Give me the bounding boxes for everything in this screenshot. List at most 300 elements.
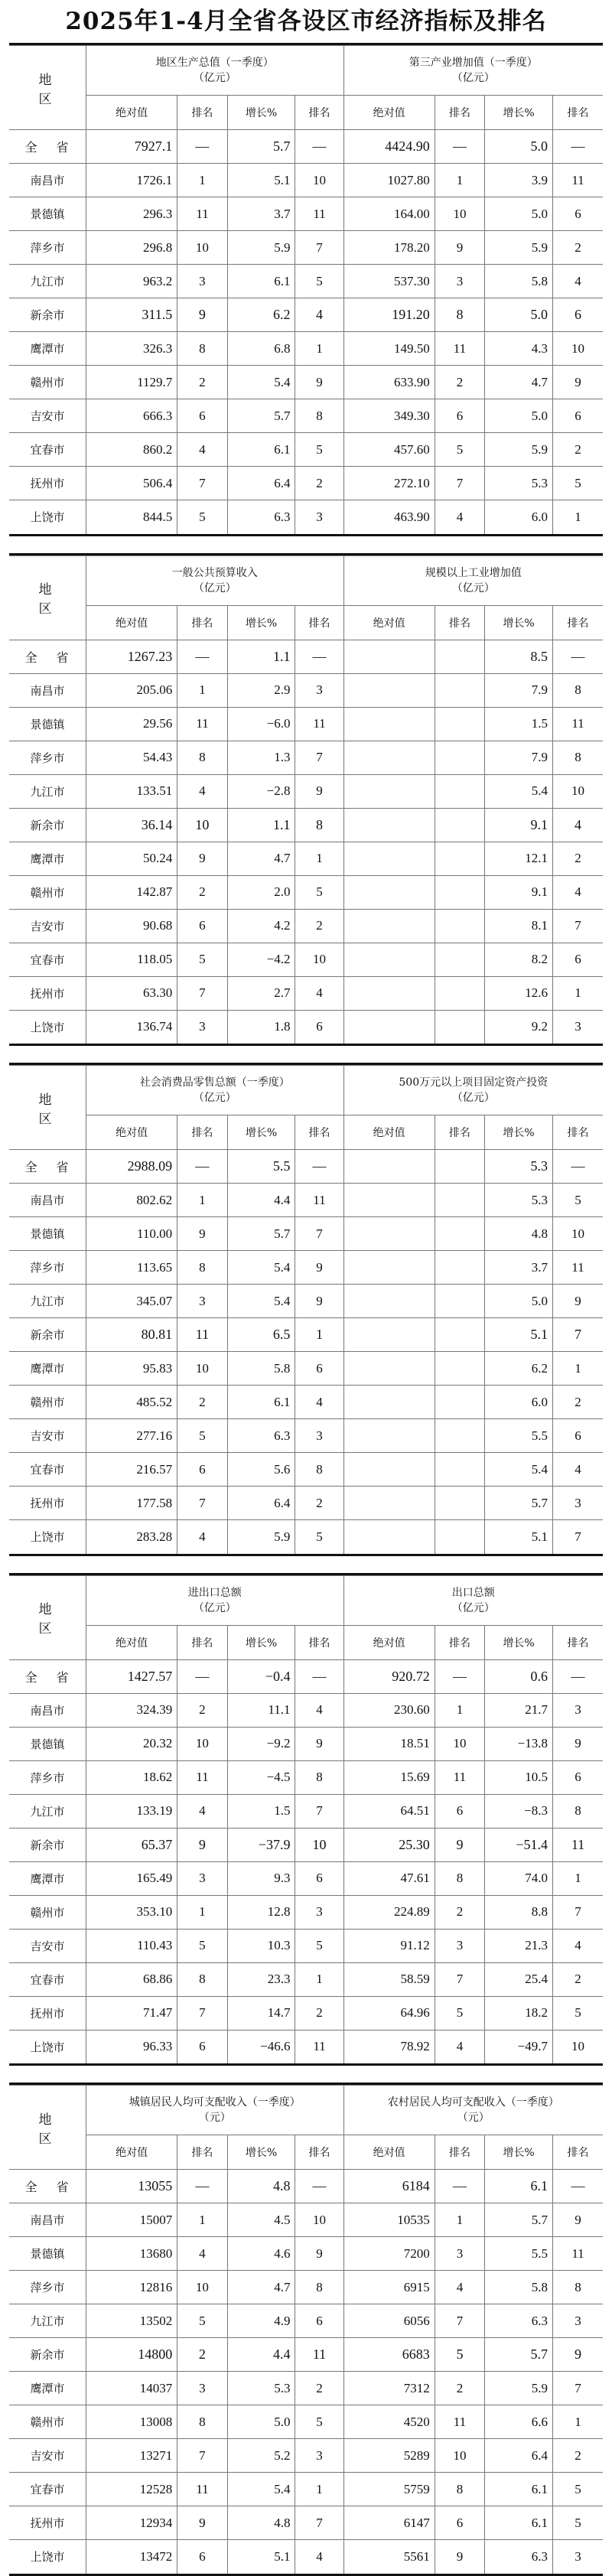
column-header: 排名 [295, 96, 343, 130]
indicator-group-header [86, 555, 344, 605]
rank-cell: 3 [177, 1861, 227, 1895]
indicator-unit: （亿元） [193, 581, 236, 594]
value-cell: 633.90 [343, 366, 435, 399]
region-name: 南昌市 [9, 1184, 86, 1217]
value-cell [343, 1419, 435, 1453]
region-name: 上饶市 [9, 1520, 86, 1554]
header-row [9, 46, 603, 96]
rank-cell: 11 [553, 2237, 604, 2271]
page-title: 2025年1-4月全省各设区市经济指标及排名 [65, 8, 547, 35]
value-cell: 6.1 [227, 1386, 295, 1419]
value-cell: 2.9 [227, 673, 295, 707]
rank-cell: 10 [435, 1727, 484, 1760]
rank-cell: 6 [177, 909, 227, 943]
region-name: 宜春市 [9, 433, 86, 467]
rank-cell: 8 [177, 1962, 227, 1996]
value-cell: 4.3 [485, 332, 553, 366]
rank-cell: 3 [435, 265, 484, 298]
city-row [9, 943, 603, 976]
rank-cell [435, 808, 484, 842]
rank-cell: 11 [295, 1184, 343, 1217]
rank-cell: 10 [295, 2203, 343, 2237]
value-cell: 7.9 [485, 741, 553, 774]
indicator-group-header [86, 1066, 343, 1115]
city-row [9, 197, 603, 231]
rank-cell: 5 [177, 2304, 227, 2338]
column-header: 排名 [435, 1115, 484, 1150]
indicator-section [9, 2083, 603, 2576]
region-name: 上饶市 [9, 2540, 86, 2574]
value-cell: 4.5 [227, 2203, 295, 2237]
value-cell: 5.9 [227, 1520, 295, 1554]
indicator-name: 规模以上工业增加值 [425, 566, 522, 579]
rank-cell: 5 [177, 1929, 227, 1962]
region-name: 萍乡市 [9, 231, 86, 265]
value-cell [343, 1251, 435, 1285]
value-cell: 96.33 [86, 2030, 177, 2063]
rank-cell: 6 [435, 399, 484, 433]
value-cell: 349.30 [343, 399, 435, 433]
city-row [9, 2506, 603, 2540]
rank-cell: 3 [552, 1487, 603, 1520]
region-name: 赣州市 [9, 1895, 86, 1929]
region-name: 新余市 [9, 1828, 86, 1861]
value-cell: 5.1 [485, 1520, 553, 1554]
rank-cell: — [177, 130, 227, 164]
rank-cell: 10 [552, 1217, 603, 1251]
value-cell: 6.3 [485, 2540, 553, 2574]
city-row [9, 673, 603, 707]
indicator-name: 出口总额 [451, 1586, 495, 1599]
rank-cell: 2 [177, 1693, 227, 1727]
rank-cell: 2 [177, 1386, 227, 1419]
rank-cell: 8 [295, 1760, 343, 1794]
city-row [9, 2338, 603, 2372]
value-cell: 844.5 [86, 500, 177, 534]
rank-cell: 10 [295, 1828, 343, 1861]
rank-cell: 2 [553, 433, 604, 467]
value-cell: 80.81 [86, 1318, 177, 1352]
region-name: 全 省 [9, 1150, 86, 1184]
value-cell: 25.30 [343, 1828, 435, 1861]
value-cell: 110.00 [86, 1217, 177, 1251]
value-cell: 91.12 [343, 1929, 435, 1962]
value-cell: 6.0 [485, 1386, 553, 1419]
rank-cell: 8 [553, 1794, 604, 1828]
rank-cell: 6 [553, 197, 604, 231]
rank-cell: — [177, 1150, 227, 1184]
city-row [9, 2372, 603, 2405]
indicator-unit: （元） [457, 2112, 490, 2124]
region-name: 全 省 [9, 640, 86, 673]
value-cell [343, 673, 435, 707]
rank-cell: 9 [295, 1285, 343, 1318]
region-name: 宜春市 [9, 2473, 86, 2506]
value-cell: 4.8 [227, 2506, 295, 2540]
indicator-name: 社会消费品零售总额（一季度） [139, 1076, 290, 1089]
rank-cell: 7 [295, 2506, 343, 2540]
value-cell: 5.2 [227, 2439, 295, 2473]
rank-cell: 2 [177, 366, 227, 399]
city-row [9, 1352, 603, 1386]
region-name: 景德镇 [9, 197, 86, 231]
value-cell: 133.19 [86, 1794, 177, 1828]
rank-cell: 11 [553, 707, 604, 741]
rank-cell: 4 [553, 808, 604, 842]
value-cell: 13472 [86, 2540, 177, 2574]
value-cell: 136.74 [86, 1010, 177, 1044]
city-row [9, 2271, 603, 2304]
value-cell: 6.2 [227, 298, 295, 332]
rank-cell: 5 [435, 2338, 484, 2372]
indicator-table [9, 2085, 603, 2574]
rank-cell: 5 [177, 943, 227, 976]
rank-cell [435, 1217, 484, 1251]
value-cell: 58.59 [343, 1962, 435, 1996]
column-header: 排名 [177, 2135, 227, 2170]
rank-cell: 1 [553, 2405, 604, 2439]
value-cell: 5.7 [485, 2338, 553, 2372]
rank-cell: 7 [295, 1794, 343, 1828]
rank-cell: 7 [435, 1962, 484, 1996]
rank-cell: — [295, 1659, 343, 1693]
rank-cell: 8 [295, 2271, 343, 2304]
region-name: 吉安市 [9, 2439, 86, 2473]
value-cell: 14.7 [227, 1996, 295, 2030]
indicator-group-header [343, 1066, 603, 1115]
rank-cell: 1 [435, 164, 484, 197]
rank-cell: 9 [177, 298, 227, 332]
indicator-group-header [343, 555, 603, 605]
rank-cell: 11 [177, 707, 227, 741]
column-header: 排名 [177, 96, 227, 130]
column-header: 排名 [553, 2135, 604, 2170]
province-total-row [9, 2170, 603, 2203]
rank-cell: 1 [553, 1861, 604, 1895]
value-cell: 64.96 [343, 1996, 435, 2030]
column-header: 绝对值 [343, 605, 435, 640]
rank-cell: 7 [177, 1487, 227, 1520]
value-cell: 5.4 [485, 774, 553, 808]
value-cell: 1267.23 [86, 640, 177, 673]
value-cell: 0.6 [485, 1659, 553, 1693]
column-header: 绝对值 [86, 1625, 177, 1659]
rank-cell: — [553, 1659, 604, 1693]
value-cell: 6.4 [227, 467, 295, 500]
indicator-section [9, 43, 603, 536]
rank-cell: 11 [552, 1251, 603, 1285]
indicator-group-header [86, 1575, 344, 1625]
city-row [9, 2439, 603, 2473]
section-gap [0, 2066, 612, 2083]
city-row [9, 1453, 603, 1487]
region-name: 全 省 [9, 130, 86, 164]
city-row [9, 467, 603, 500]
value-cell: 4.6 [227, 2237, 295, 2271]
rank-cell [435, 640, 484, 673]
column-header: 增长% [227, 1625, 295, 1659]
city-row [9, 1251, 603, 1285]
rank-cell: 4 [553, 875, 604, 909]
rank-cell: 5 [553, 1996, 604, 2030]
region-name: 鹰潭市 [9, 332, 86, 366]
value-cell: 272.10 [343, 467, 435, 500]
value-cell: 5.4 [485, 1453, 553, 1487]
rank-cell: 5 [553, 2506, 604, 2540]
rank-cell: 1 [553, 976, 604, 1010]
rank-cell: 6 [435, 1794, 484, 1828]
rank-cell: 8 [435, 2473, 484, 2506]
region-name: 上饶市 [9, 1010, 86, 1044]
rank-cell: — [177, 640, 227, 673]
value-cell: 9.2 [485, 1010, 553, 1044]
region-name: 萍乡市 [9, 2271, 86, 2304]
rank-cell: 3 [295, 1419, 343, 1453]
rank-cell: 6 [553, 298, 604, 332]
rank-cell [435, 1285, 484, 1318]
value-cell: 15.69 [343, 1760, 435, 1794]
region-name: 宜春市 [9, 943, 86, 976]
value-cell: 4.9 [227, 2304, 295, 2338]
rank-cell: 5 [295, 1929, 343, 1962]
province-total-row [9, 1150, 603, 1184]
rank-cell [435, 1010, 484, 1044]
rank-cell [435, 1487, 484, 1520]
rank-cell: 1 [177, 673, 227, 707]
region-name: 新余市 [9, 1318, 86, 1352]
region-name: 抚州市 [9, 1487, 86, 1520]
region-name: 萍乡市 [9, 1760, 86, 1794]
rank-cell [435, 1386, 484, 1419]
rank-cell: 10 [177, 808, 227, 842]
value-cell: 1726.1 [86, 164, 177, 197]
region-name: 南昌市 [9, 164, 86, 197]
rank-cell: 3 [295, 500, 343, 534]
region-name: 九江市 [9, 774, 86, 808]
indicator-section [9, 553, 603, 1047]
province-total-row [9, 130, 603, 164]
indicator-group-header [86, 2086, 344, 2135]
rank-cell: — [295, 2170, 343, 2203]
rank-cell: 4 [553, 1929, 604, 1962]
value-cell: 68.86 [86, 1962, 177, 1996]
value-cell: 6683 [343, 2338, 435, 2372]
value-cell: 1427.57 [86, 1659, 177, 1693]
value-cell: 21.7 [485, 1693, 553, 1727]
indicator-unit: （亿元） [451, 72, 495, 84]
value-cell: 6.4 [227, 1487, 295, 1520]
rank-cell: 9 [552, 1285, 603, 1318]
indicator-unit: （亿元） [193, 1092, 236, 1104]
value-cell: 1027.80 [343, 164, 435, 197]
rank-cell: — [177, 2170, 227, 2203]
value-cell: 5.0 [485, 1285, 553, 1318]
column-header: 增长% [485, 1115, 553, 1150]
region-name: 景德镇 [9, 1217, 86, 1251]
rank-cell: 6 [552, 1419, 603, 1453]
rank-cell: 1 [177, 1184, 227, 1217]
value-cell: 6.3 [227, 500, 295, 534]
region-name: 南昌市 [9, 1693, 86, 1727]
value-cell: −4.5 [227, 1760, 295, 1794]
city-row [9, 1386, 603, 1419]
indicator-group-header [343, 1575, 603, 1625]
region-name: 九江市 [9, 2304, 86, 2338]
column-header: 排名 [295, 1115, 343, 1150]
value-cell [343, 875, 435, 909]
value-cell: 5.4 [227, 366, 295, 399]
value-cell: 2988.09 [86, 1150, 177, 1184]
value-cell: 50.24 [86, 842, 177, 875]
header-row [9, 1066, 603, 1115]
rank-cell: — [295, 1150, 343, 1184]
value-cell: 666.3 [86, 399, 177, 433]
value-cell: 5.8 [227, 1352, 295, 1386]
rank-cell: 5 [295, 265, 343, 298]
value-cell: 2.0 [227, 875, 295, 909]
value-cell: 1.8 [227, 1010, 295, 1044]
value-cell: 8.8 [485, 1895, 553, 1929]
region-name: 景德镇 [9, 2237, 86, 2271]
value-cell: 537.30 [343, 265, 435, 298]
indicator-group-header [343, 46, 603, 96]
value-cell: 5.7 [227, 399, 295, 433]
value-cell: 6.4 [485, 2439, 553, 2473]
rank-cell: 4 [177, 2237, 227, 2271]
value-cell: 5.1 [227, 2540, 295, 2574]
region-name: 上饶市 [9, 500, 86, 534]
value-cell [343, 707, 435, 741]
value-cell: −46.6 [227, 2030, 295, 2063]
value-cell: 95.83 [86, 1352, 177, 1386]
rank-cell: — [553, 640, 604, 673]
city-row [9, 1419, 603, 1453]
region-name: 吉安市 [9, 1929, 86, 1962]
city-row [9, 1996, 603, 2030]
rank-cell: 5 [295, 433, 343, 467]
column-header: 增长% [485, 2135, 553, 2170]
city-row [9, 774, 603, 808]
value-cell: 64.51 [343, 1794, 435, 1828]
value-cell: 920.72 [343, 1659, 435, 1693]
rank-cell: — [553, 130, 604, 164]
value-cell: 324.39 [86, 1693, 177, 1727]
rank-cell: 4 [177, 774, 227, 808]
indicator-section [9, 1063, 603, 1556]
region-header: 地 区 [9, 1575, 86, 1659]
value-cell: 74.0 [485, 1861, 553, 1895]
value-cell: −9.2 [227, 1727, 295, 1760]
rank-cell: 2 [177, 875, 227, 909]
value-cell: 457.60 [343, 433, 435, 467]
rank-cell: 3 [177, 265, 227, 298]
rank-cell: 9 [553, 2203, 604, 2237]
city-row [9, 707, 603, 741]
city-row [9, 399, 603, 433]
subheader-row [9, 605, 603, 640]
region-name: 全 省 [9, 2170, 86, 2203]
indicator-table [9, 1065, 603, 1554]
city-row [9, 2540, 603, 2574]
value-cell: 12.1 [485, 842, 553, 875]
indicator-name: 一般公共预算收入 [171, 566, 258, 579]
rank-cell: — [295, 130, 343, 164]
value-cell: 14800 [86, 2338, 177, 2372]
value-cell: 4.7 [485, 366, 553, 399]
rank-cell: 5 [552, 1184, 603, 1217]
rank-cell: 10 [295, 943, 343, 976]
region-name: 新余市 [9, 298, 86, 332]
rank-cell: 7 [553, 2372, 604, 2405]
value-cell: 4.4 [227, 2338, 295, 2372]
value-cell: 6.8 [227, 332, 295, 366]
value-cell: 1.5 [485, 707, 553, 741]
column-header: 排名 [553, 96, 604, 130]
value-cell: 5.0 [485, 130, 553, 164]
region-name: 抚州市 [9, 467, 86, 500]
indicator-name: 500万元以上项目固定资产投资 [399, 1076, 549, 1089]
rank-cell: 4 [177, 1520, 227, 1554]
value-cell: 133.51 [86, 774, 177, 808]
rank-cell: 11 [435, 332, 484, 366]
rank-cell: 10 [177, 1727, 227, 1760]
column-header: 绝对值 [343, 96, 435, 130]
value-cell [343, 741, 435, 774]
column-header: 排名 [177, 1115, 227, 1150]
city-row [9, 1217, 603, 1251]
value-cell: 5.8 [485, 2271, 553, 2304]
city-row [9, 1760, 603, 1794]
city-row [9, 1861, 603, 1895]
indicator-name: 城镇居民人均可支配收入（一季度） [129, 2096, 301, 2109]
value-cell: −8.3 [485, 1794, 553, 1828]
value-cell: 485.52 [86, 1386, 177, 1419]
rank-cell [435, 1520, 484, 1554]
rank-cell: — [295, 640, 343, 673]
rank-cell: 3 [295, 2439, 343, 2473]
value-cell: 4.8 [227, 2170, 295, 2203]
value-cell: 5.4 [227, 1285, 295, 1318]
rank-cell: — [553, 2170, 604, 2203]
rank-cell: 1 [295, 2473, 343, 2506]
rank-cell: 11 [553, 1828, 604, 1861]
value-cell: 5.7 [227, 1217, 295, 1251]
city-row [9, 2304, 603, 2338]
rank-cell: 6 [295, 1861, 343, 1895]
value-cell: 4520 [343, 2405, 435, 2439]
value-cell [343, 1352, 435, 1386]
value-cell: 1.1 [227, 808, 295, 842]
value-cell [343, 842, 435, 875]
value-cell: 7312 [343, 2372, 435, 2405]
rank-cell: 3 [553, 1010, 604, 1044]
value-cell: 191.20 [343, 298, 435, 332]
indicator-group-header [343, 2086, 603, 2135]
value-cell [343, 808, 435, 842]
rank-cell: 8 [553, 2271, 604, 2304]
column-header: 排名 [295, 605, 343, 640]
value-cell: 54.43 [86, 741, 177, 774]
rank-cell: 6 [553, 943, 604, 976]
rank-cell [435, 976, 484, 1010]
value-cell: 802.62 [86, 1184, 177, 1217]
rank-cell: 10 [553, 774, 604, 808]
rank-cell: 8 [295, 1453, 343, 1487]
rank-cell: 3 [295, 673, 343, 707]
value-cell: 6.3 [227, 1419, 295, 1453]
value-cell: 18.62 [86, 1760, 177, 1794]
value-cell: 164.00 [343, 197, 435, 231]
